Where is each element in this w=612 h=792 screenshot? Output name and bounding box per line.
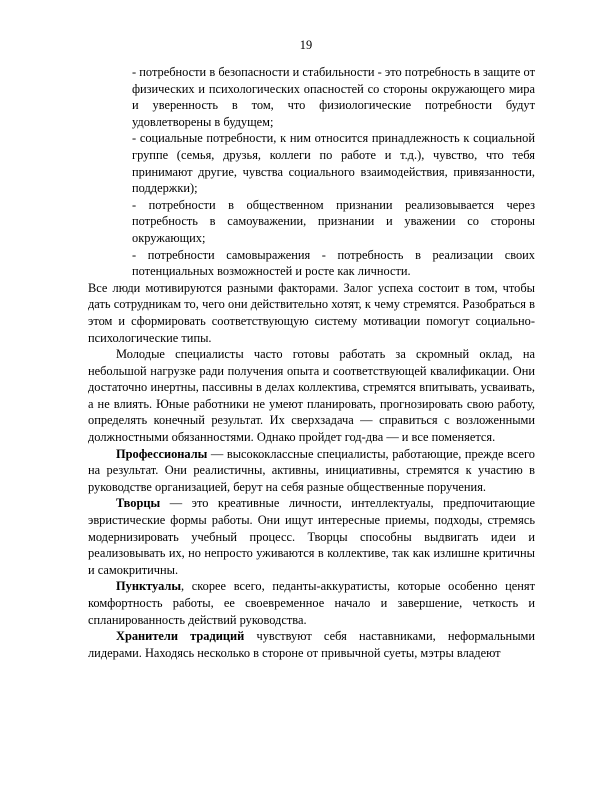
professionals-text: — высококлассные специалисты, работающие, прежде всего на результат. Они реалистичны, активны, инициативны, стремятся к участию в руководстве организацией, берут на себя разные общественные поручения. (88, 446, 535, 494)
bullet-social-needs: - социальные потребности, к ним относится принадлежность к социальной группе (семья, друзья, коллеги по работе и т.д.), чувство, что тебя принимают другие, чувства социального взаимодействия, привязанности, поддержки); (132, 131, 535, 196)
page-number: 19 (299, 38, 313, 52)
professionals-paragraph (88, 446, 535, 496)
bullet-safety-needs: - потребности в безопасности и стабильности - это потребность в защите от физических и психологических опасностей со стороны окружающего мира и уверенность в том, что физиологические потребности будут удовлетворены в будущем; (132, 65, 535, 129)
punctual-text: , скорее всего, педанты-аккуратисты, которые особенно ценят комфортность работы, ее своевременное начало и завершение, четкость и спланированность действий руководства. (88, 579, 535, 627)
body-text (88, 64, 535, 661)
tradition-keepers-term: Хранители традиций (116, 629, 245, 644)
creators-paragraph (88, 495, 535, 578)
bullet-recognition-needs: - потребности в общественном признании реализовывается через потребность в самоуважении, признании и уважении со стороны окружающих; (132, 197, 535, 245)
young-specialists-paragraph: Молодые специалисты часто готовы работать за скромный оклад, на небольшой нагрузке ради получения опыта и соответствующей квалификации. Они достаточно инертны, пассивны в делах коллектива, стремятся впитывать, усваивать, а не влиять. Юные работники не умеют планировать, прогнозировать свою работу, определять конечный результат. Их сверхзадача — справиться с возложенными должностными обязанностями. Однако пройдет год-два — и все поменяется. (88, 347, 535, 445)
punctual-term: Пунктуалы (116, 579, 181, 594)
professionals-term: Профессионалы (116, 446, 208, 461)
tradition-keepers-paragraph (88, 628, 535, 661)
creators-text: — это креативные личности, интеллектуалы, предпочитающие эвристические формы работы. Они ищут интересные приемы, подходы, стремясь модернизировать учебный процесс. Творцы способны выдвигать идеи и реализовывать их, но непросто уживаются в коллективе, так как излишне критичны и самокритичны. (88, 496, 535, 577)
bullet-self-expression-needs: - потребности самовыражения - потребность в реализации своих потенциальных возможностей и росте как личности. (132, 247, 535, 279)
creators-term: Творцы (116, 496, 161, 511)
punctual-paragraph (88, 578, 535, 628)
intro-paragraph: Все люди мотивируются разными факторами. Залог успеха состоит в том, чтобы дать сотрудникам то, чего они действительно хотят, к чему стремятся. Разобраться в этом и сформировать соответствующую систему мотивации помогут социально-психологические типы. (88, 280, 535, 345)
tradition-keepers-text: чувствуют себя наставниками, неформальными лидерами. Находясь несколько в стороне от привычной суеты, мэтры владеют (88, 629, 535, 660)
